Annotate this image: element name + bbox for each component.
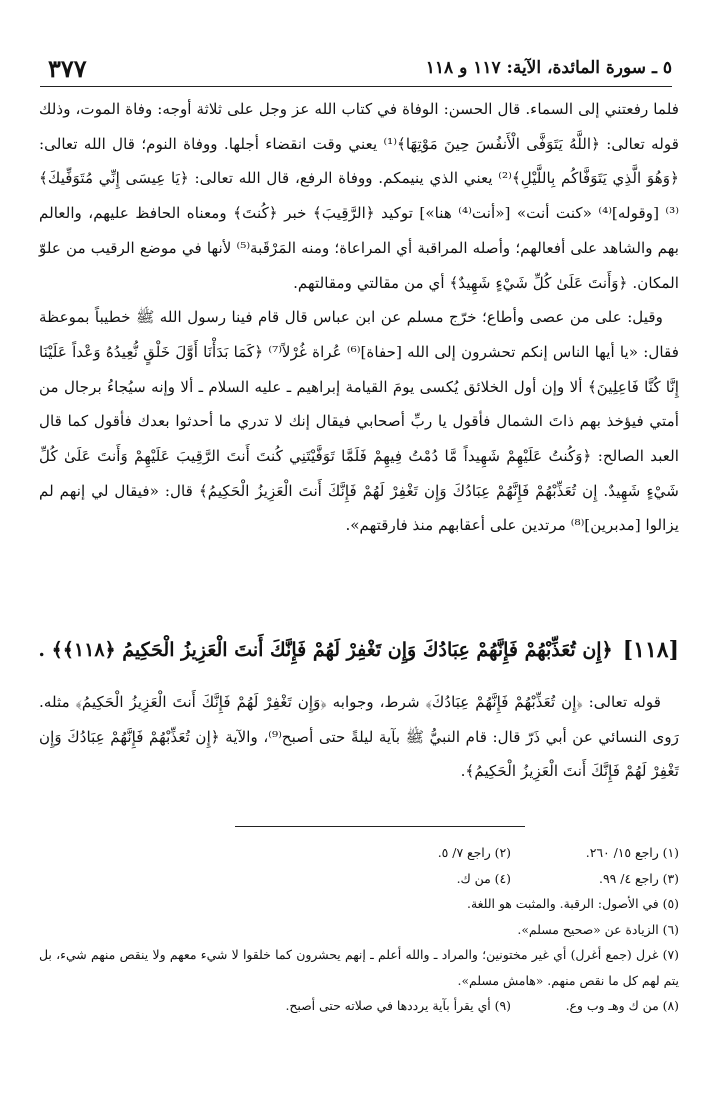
page-number: ٣٧٧ <box>48 54 87 83</box>
commentary-paragraph: قوله تعالى: ﴿إِن تُعَذِّبْهُمْ فَإِنَّهُمْ عِبَادُكَ﴾ شرط، وجوابه ﴿وَإِن تَغْفِرْ لَهُمْ فَإِنَّكَ أَنتَ الْعَزِيزُ الْحَكِيمُ﴾ مثله. رَوى النسائي عن أبي ذَرّ قال: قام النبيُّ ﷺ بآية ليلةً حتى أصبح⁽⁹⁾، والآية ﴿إِن تُعَذِّبْهُمْ فَإِنَّهُمْ عِبَادُكَ وَإِن تَغْفِرْ لَهُمْ فَإِنَّكَ أَنتَ الْعَزِيزُ الْحَكِيمُ﴾. <box>39 693 679 781</box>
footnote-row <box>39 993 679 1019</box>
verse-text: ﴿إِن تُعَذِّبْهُمْ فَإِنَّهُمْ عِبَادُكَ وَإِن تَغْفِرْ لَهُمْ فَإِنَّكَ أَنتَ الْعَزِيزُ الْحَكِيمُ ﴿١١٨﴾﴾ . <box>38 639 613 661</box>
footnotes <box>39 840 679 1019</box>
footnote: (٨) من ك وهـ وب وع. <box>565 998 679 1013</box>
verse-heading <box>39 628 679 672</box>
verse-number: [١١٨] <box>622 637 679 663</box>
footnote-row <box>39 917 679 943</box>
footnote: (٤) من ك. <box>456 870 511 886</box>
footnote: (٢) راجع ٧/ ٥. <box>437 845 511 860</box>
body-paragraph: وقيل: على من عصى وأطاع؛ خرّج مسلم عن ابن عباس قال قام فينا رسول الله ﷺ خطيباً بموعظة فقال: «يا أيها الناس إنكم تحشرون إلى الله [حفاة]⁽⁶⁾ عُراة غُرْلاً⁽⁷⁾ ﴿كَمَا بَدَأْنَا أَوَّلَ خَلْقٍ نُّعِيدُهُ وَعْداً عَلَيْنَا إِنَّا كُنَّا فَاعِلِينَ﴾ ألا وإن أول الخلائق يُكسى يومَ القيامة إبراهيم ـ عليه السلام ـ ألا وإنه سيُجاءُ برجال من أمتي فيؤخذ بهم ذاتَ الشمال فأقول يا ربِّ أصحابي فيقال إنك لا تدري ما أحدثوا بعدك فأقول كما قال العبد الصالح: ﴿وَكُنتُ عَلَيْهِمْ شَهِيداً مَّا دُمْتُ فِيهِمْ فَلَمَّا تَوَفَّيْتَنِي كُنتَ أَنتَ الرَّقِيبَ عَلَيْهِمْ وَأَنتَ عَلَىٰ كُلِّ شَيْءٍ شَهِيدٌ. إِن تُعَذِّبْهُمْ فَإِنَّهُمْ عِبَادُكَ وَإِن تَغْفِرْ لَهُمْ فَإِنَّكَ أَنتَ الْعَزِيزُ الْحَكِيمُ﴾ قال: «فيقال لي إنهم لم يزالوا [مدبرين]⁽⁸⁾ مرتدين على أعقابهم منذ فارقتهم». <box>39 308 680 535</box>
footnote-row <box>39 866 679 892</box>
footnote: (٦) الزيادة عن «صحيح مسلم». <box>517 921 679 937</box>
main-text <box>39 92 679 543</box>
body-paragraph: فلما رفعتني إلى السماء. قال الحسن: الوفاة في كتاب الله عز وجل على ثلاثة أوجه: وفاة الموت، وذلك قوله تعالى: ﴿اللَّهُ يَتَوَفَّى الْأَنفُسَ حِينَ مَوْتِهَا﴾⁽¹⁾ يعني وقت انقضاء أجلها. ووفاة النوم؛ قال الله تعالى: ﴿وَهُوَ الَّذِي يَتَوَفَّاكُم بِاللَّيْلِ﴾⁽²⁾ يعني الذي ينيمكم. ووفاة الرفع، قال الله تعالى: ﴿يَا عِيسَى إِنِّي مُتَوَفِّيكَ﴾⁽³⁾ [وقوله]⁽⁴⁾ «كنت أنت» [«أنت⁽⁴⁾ هنا»] توكيد ﴿الرَّقِيبَ﴾ خبر ﴿كُنتَ﴾ ومعناه الحافظ عليهم، والعالم بهم والشاهد على أفعالهم؛ وأصله المراقبة أي المراعاة؛ ومنه المَرْقَبة⁽⁵⁾ لأنها في موضع الرقيب من علوّ المكان. ﴿وَأَنتَ عَلَىٰ كُلِّ شَيْءٍ شَهِيدٌ﴾ أي من مقالتي ومقالتهم. <box>39 100 679 292</box>
commentary <box>39 685 679 789</box>
footnote: (٥) في الأصول: الرقبة. والمثبت هو اللغة. <box>467 896 679 911</box>
footnote-row <box>39 891 679 917</box>
footnote: (٩) أي يقرأ بآية يرددها في صلاته حتى أصبح. <box>285 998 511 1013</box>
footnote-row <box>39 840 679 866</box>
running-title: ٥ ـ سورة المائدة، الآية: ١١٧ و ١١٨ <box>425 58 672 78</box>
footnote: (٣) راجع ٤/ ٩٩. <box>599 870 679 886</box>
page-header <box>40 52 672 87</box>
footnote: (٧) غرل (جمع أغرل) أي غير مختونين؛ والمراد ـ والله أعلم ـ إنهم يحشرون كما خلقوا لا شيء معهم ولا ينقص منهم شيء، بل يتم لهم كل ما نقص منهم. «هامش مسلم». <box>39 947 679 988</box>
footnote-divider <box>235 826 525 827</box>
footnote: (١) راجع ١٥/ ٢٦٠. <box>585 845 679 860</box>
